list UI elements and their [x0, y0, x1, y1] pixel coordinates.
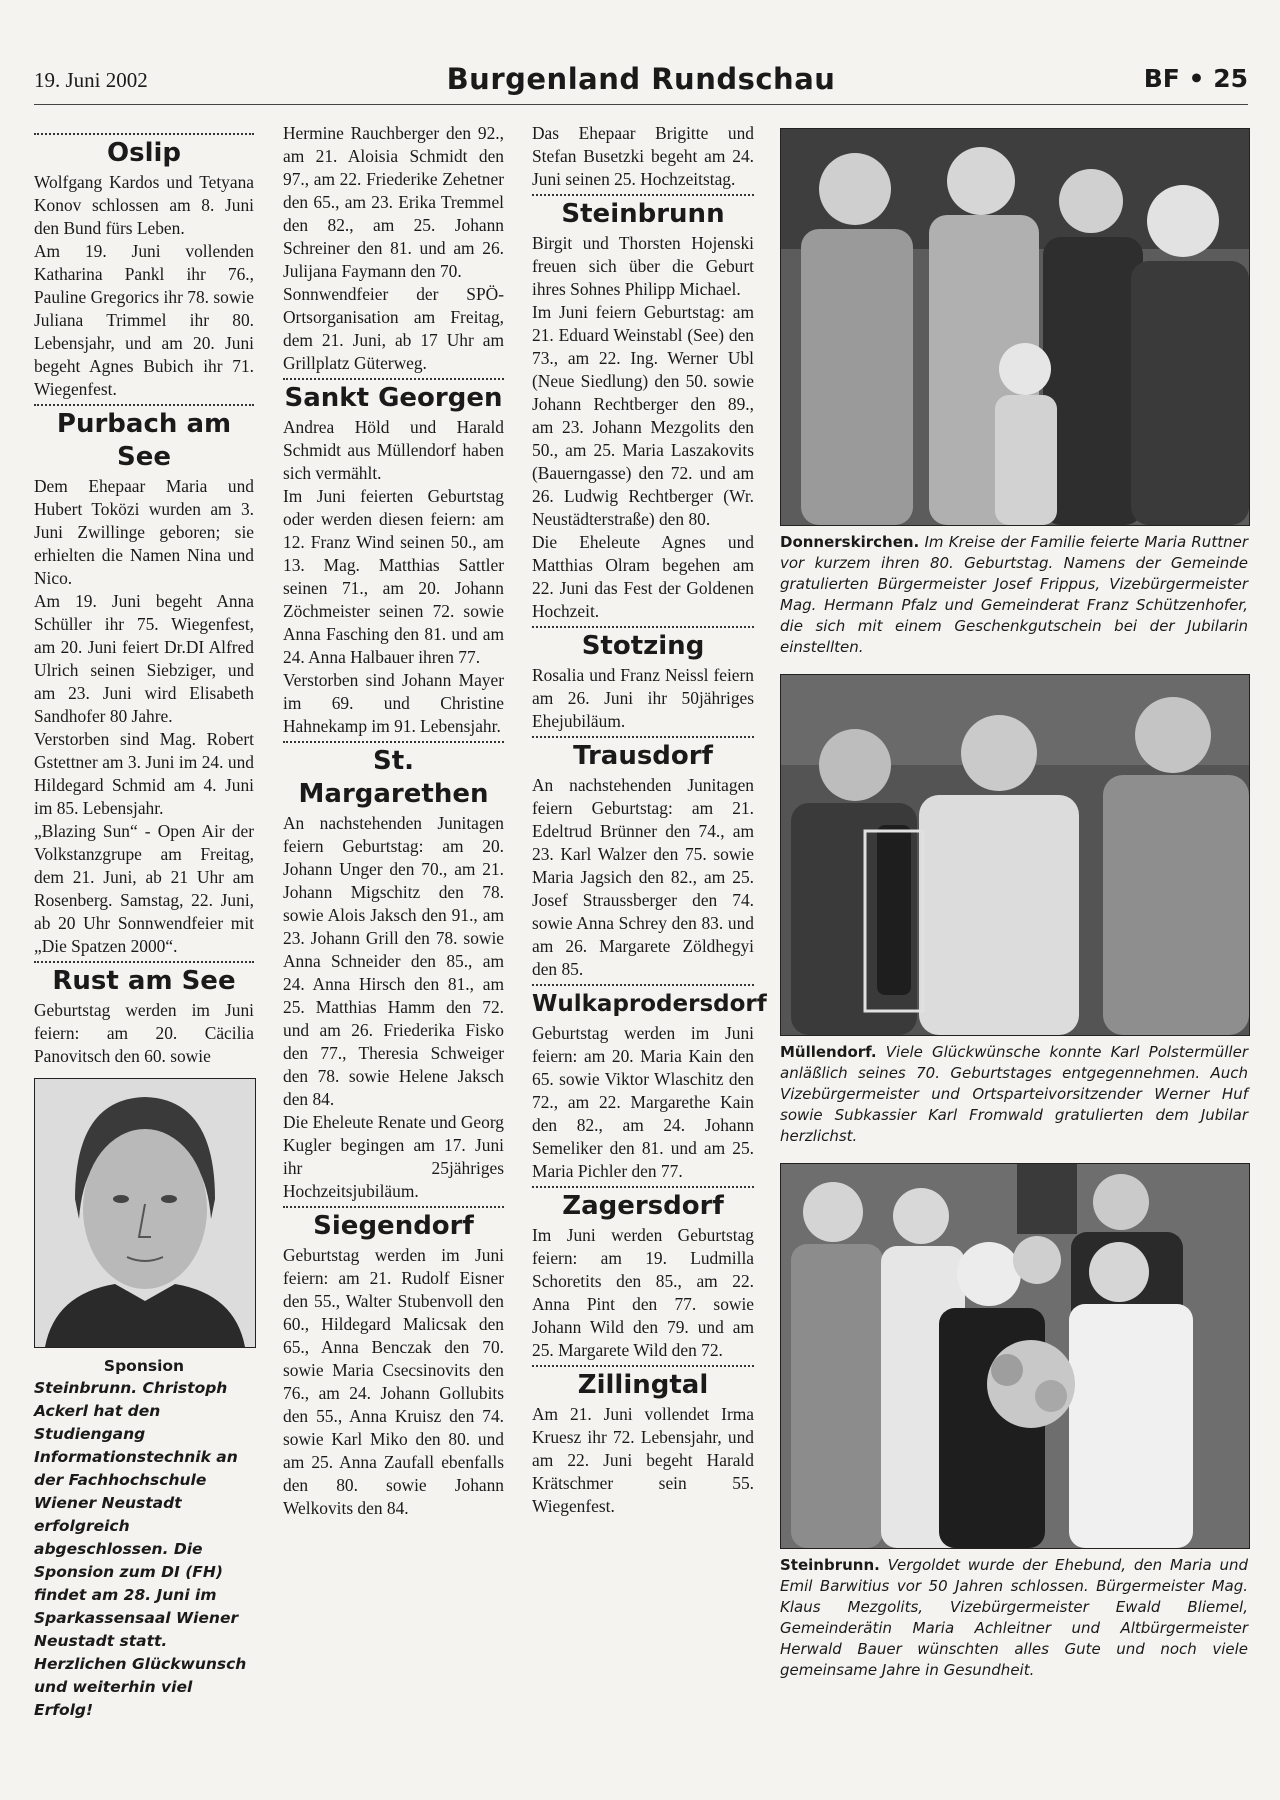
portrait-illustration [35, 1079, 255, 1347]
dotted-separator [532, 626, 754, 628]
caption-place: Steinbrunn. [780, 1556, 880, 1574]
portrait-photo [34, 1078, 256, 1348]
section-title-wulkaprodersdorf: Wulkaprodersdorf [532, 991, 767, 1017]
article-paragraph: Im Juni feierten Geburtstag oder werden diesen feiern: am 12. Franz Wind seinen 50., am 13. Mag. Matthias Sattler seinen 71., am 20. Johann Zöchmeister seinen 72. sowie Anna Fasching den 81. und am 24. Anna Halbauer ihren 77. [283, 486, 504, 667]
article-paragraph: Im Juni werden Geburtstag feiern: am 19. Ludmilla Schoretits den 85., am 22. Anna Pint den 77. sowie Johann Wild den 79. und am 25. Margarete Wild den 72. [532, 1225, 754, 1360]
article-paragraph: An nachstehenden Junitagen feiern Geburtstag: am 21. Edeltrud Brünner den 74., am 23. Karl Walzer den 75. sowie Maria Jagsich den 82., am 25. Josef Straussberger den 74. sowie Anna Schrey den 83. und am 26. Margarete Zöldhegyi den 85. [532, 775, 754, 979]
caption-text: Im Kreise der Familie feierte Maria Ruttner vor kurzem ihren 80. Geburtstag. Namens der Gemeinde gratulierten Bürgermeister Josef Frippus, Vizebürgermeister Mag. Hermann Pfalz und Gemeinderat Franz Schützenhofer, die sich mit einem Geschenkgutschein bei der Jubilarin einstellten. [780, 533, 1248, 656]
section-title-siegendorf: Siegendorf [313, 1211, 474, 1241]
article-paragraph: Birgit und Thorsten Hojenski freuen sich über die Geburt ihres Sohnes Philipp Michael. [532, 233, 754, 299]
article-paragraph: Die Eheleute Agnes und Matthias Olram begehen am 22. Juni das Fest der Goldenen Hochzeit. [532, 532, 754, 621]
article-paragraph: Die Eheleute Renate und Georg Kugler begingen am 17. Juni ihr 25jähriges Hochzeitsjubiläum. [283, 1112, 504, 1201]
article-paragraph: „Blazing Sun“ - Open Air der Volkstanzgrupe am Freitag, dem 21. Juni, ab 21 Uhr am Rosenberg. Samstag, 22. Juni, ab 20 Uhr Sonnwendfeier mit „Die Spatzen 2000“. [34, 821, 254, 956]
dotted-separator [283, 741, 504, 743]
dotted-separator [532, 736, 754, 738]
section-title-rust: Rust am See [52, 966, 236, 996]
article-paragraph: Hermine Rauchberger den 92., am 21. Aloisia Schmidt den 97., am 22. Friederike Zehetner den 65., am 23. Erika Tremmel den 82., am 25. Johann Schreiner den 81. und am 26. Julijana Faymann den 70. [283, 123, 504, 281]
dotted-separator [34, 133, 254, 135]
article-paragraph: Verstorben sind Mag. Robert Gstettner am 3. Juni im 24. und Hildegard Schmid am 4. Juni im 85. Lebensjahr. [34, 729, 254, 818]
photo-caption-donnerskirchen [780, 532, 1248, 658]
article-paragraph: Dem Ehepaar Maria und Hubert Toközi wurden am 3. Juni Zwillinge geboren; sie erhielten die Namen Nina und Nico. [34, 476, 254, 588]
section-title-oslip: Oslip [106, 138, 181, 168]
article-paragraph: Rosalia und Franz Neissl feiern am 26. Juni ihr 50jähriges Ehejubiläum. [532, 665, 754, 731]
caption-place: Müllendorf. [780, 1043, 877, 1061]
sponsion-title: Sponsion [103, 1357, 185, 1375]
dotted-separator [532, 984, 754, 986]
issue-date: 19. Juni 2002 [34, 68, 148, 92]
golden-wedding-photo-illustration [781, 1164, 1249, 1548]
dotted-separator [283, 1206, 504, 1208]
dotted-separator [532, 1186, 754, 1188]
column-2 [283, 122, 504, 1520]
caption-place: Donnerskirchen. [780, 533, 920, 551]
column-4 [780, 128, 1248, 1681]
section-title-zagersdorf: Zagersdorf [562, 1191, 724, 1221]
section-title-purbach: Purbach am See [56, 409, 232, 472]
section-title-zillingtal: Zillingtal [577, 1370, 709, 1400]
jubilee-photo-illustration [781, 675, 1249, 1035]
dotted-separator [34, 961, 254, 963]
photo-muellendorf [780, 674, 1250, 1036]
photo-donnerskirchen [780, 128, 1250, 526]
article-paragraph: Geburtstag werden im Juni feiern: am 20. Maria Kain den 65. sowie Viktor Wlaschitz den 72., am 22. Margarethe Kain den 82., am 24. Johann Semeliker den 81. und am 25. Maria Pichler den 77. [532, 1023, 754, 1181]
caption-text: Viele Glückwünsche konnte Karl Polstermüller anläßlich seines 70. Geburtstages entgegennehmen. Auch Vizebürgermeister und Ortsparteivorsitzender Werner Huf sowie Subkassier Karl Fromwald gratulierten dem Jubilar herzlichst. [780, 1043, 1248, 1145]
photo-caption-muellendorf [780, 1042, 1248, 1147]
column-1 [34, 130, 254, 1722]
article-paragraph: Andrea Höld und Harald Schmidt aus Müllendorf haben sich vermählt. [283, 417, 504, 483]
article-paragraph: Geburtstag werden im Juni feiern: am 20. Cäcilia Panovitsch den 60. sowie [34, 1000, 254, 1066]
newspaper-title: Burgenland Rundschau [446, 62, 836, 96]
section-title-sankt-georgen: Sankt Georgen [284, 383, 503, 413]
article-paragraph: Am 19. Juni vollenden Katharina Pankl ihr 76., Pauline Gregorics ihr 78. sowie Juliana Trimmel ihr 80. Lebensjahr, und am 20. Juni begeht Agnes Bubich ihr 71. Wiegenfest. [34, 241, 254, 399]
dotted-separator [283, 378, 504, 380]
sponsion-text: Steinbrunn. Christoph Ackerl hat den Studiengang Informationstechnik an der Fachhochschule Wiener Neustadt erfolgreich abgeschlossen. Die Sponsion zum DI (FH) findet am 28. Juni im Sparkassensaal Wiener Neustadt statt. Herzlichen Glückwunsch und weiterhin viel Erfolg! [34, 1379, 247, 1719]
family-photo-illustration [781, 129, 1249, 525]
article-paragraph: Im Juni feiern Geburtstag: am 21. Eduard Weinstabl (See) den 73., am 22. Ing. Werner Ubl (Neue Siedlung) den 50. sowie Johann Rechtberger den 89., am 23. Johann Mezgolits den 50., am 25. Maria Laszakovits (Bauerngasse) den 72. und am 26. Ludwig Rechtberger (Wr. Neustädterstraße) den 80. [532, 302, 754, 529]
section-title-st-margarethen: St. Margarethen [298, 746, 489, 809]
photo-steinbrunn [780, 1163, 1250, 1549]
photo-caption-steinbrunn [780, 1555, 1248, 1681]
dotted-separator [532, 194, 754, 196]
column-3 [532, 122, 767, 1518]
article-paragraph: Am 21. Juni vollendet Irma Kruesz ihr 72. Lebensjahr, und am 22. Juni begeht Harald Krätschmer sein 55. Wiegenfest. [532, 1404, 754, 1516]
dotted-separator [34, 404, 254, 406]
section-title-stotzing: Stotzing [581, 631, 705, 661]
dotted-separator [532, 1365, 754, 1367]
page-header [34, 62, 1248, 105]
article-paragraph: Sonnwendfeier der SPÖ-Ortsorganisation am Freitag, dem 21. Juni, ab 17 Uhr am Grillplatz Güterweg. [283, 284, 504, 373]
article-paragraph: Wolfgang Kardos und Tetyana Konov schlossen am 8. Juni den Bund fürs Leben. [34, 172, 254, 238]
article-paragraph: Am 19. Juni begeht Anna Schüller ihr 75. Wiegenfest, am 20. Juni feiert Dr.DI Alfred Ulrich seinen Siebziger, und am 23. Juni wird Elisabeth Sandhofer 80 Jahre. [34, 591, 254, 726]
page-number: BF • 25 [1143, 64, 1248, 93]
article-paragraph: Verstorben sind Johann Mayer im 69. und Christine Hahnekamp im 91. Lebensjahr. [283, 670, 504, 736]
article-paragraph: An nachstehenden Junitagen feiern Geburtstag: am 20. Johann Unger den 70., am 21. Johann Migschitz den 78. sowie Alois Jaksch den 91., am 23. Johann Grill den 78. sowie Anna Schneider den 85., am 24. Anna Hirsch den 81., am 25. Matthias Hamm den 72. und am 26. Friederika Fisko den 77., Theresia Schweiger den 78. sowie Helene Jaksch den 84. [283, 813, 504, 1109]
caption-text: Vergoldet wurde der Ehebund, den Maria und Emil Barwitius vor 50 Jahren schlossen. Bürgermeister Mag. Klaus Mezgolits, Vizebürgermeister Ewald Bliemel, Gemeinderätin Maria Achleitner und Altbürgermeister Herwald Bauer wünschten alles Gute und noch viele gemeinsame Jahre in Gesundheit. [780, 1556, 1248, 1679]
article-paragraph: Geburtstag werden im Juni feiern: am 21. Rudolf Eisner den 55., Walter Stubenvoll den 60., Hildegard Malicsak den 65., Anna Benczak den 70. sowie Maria Csecsinovits den 76., am 24. Johann Gollubits den 55., Anna Kruisz den 74. sowie Karl Miko den 80. und am 25. Anna Zaufall ebenfalls den 80. sowie Johann Welkovits den 84. [283, 1245, 504, 1518]
section-title-trausdorf: Trausdorf [573, 741, 713, 771]
article-paragraph: Das Ehepaar Brigitte und Stefan Busetzki begeht am 24. Juni seinen 25. Hochzeitstag. [532, 123, 754, 189]
section-title-steinbrunn: Steinbrunn [561, 199, 725, 229]
